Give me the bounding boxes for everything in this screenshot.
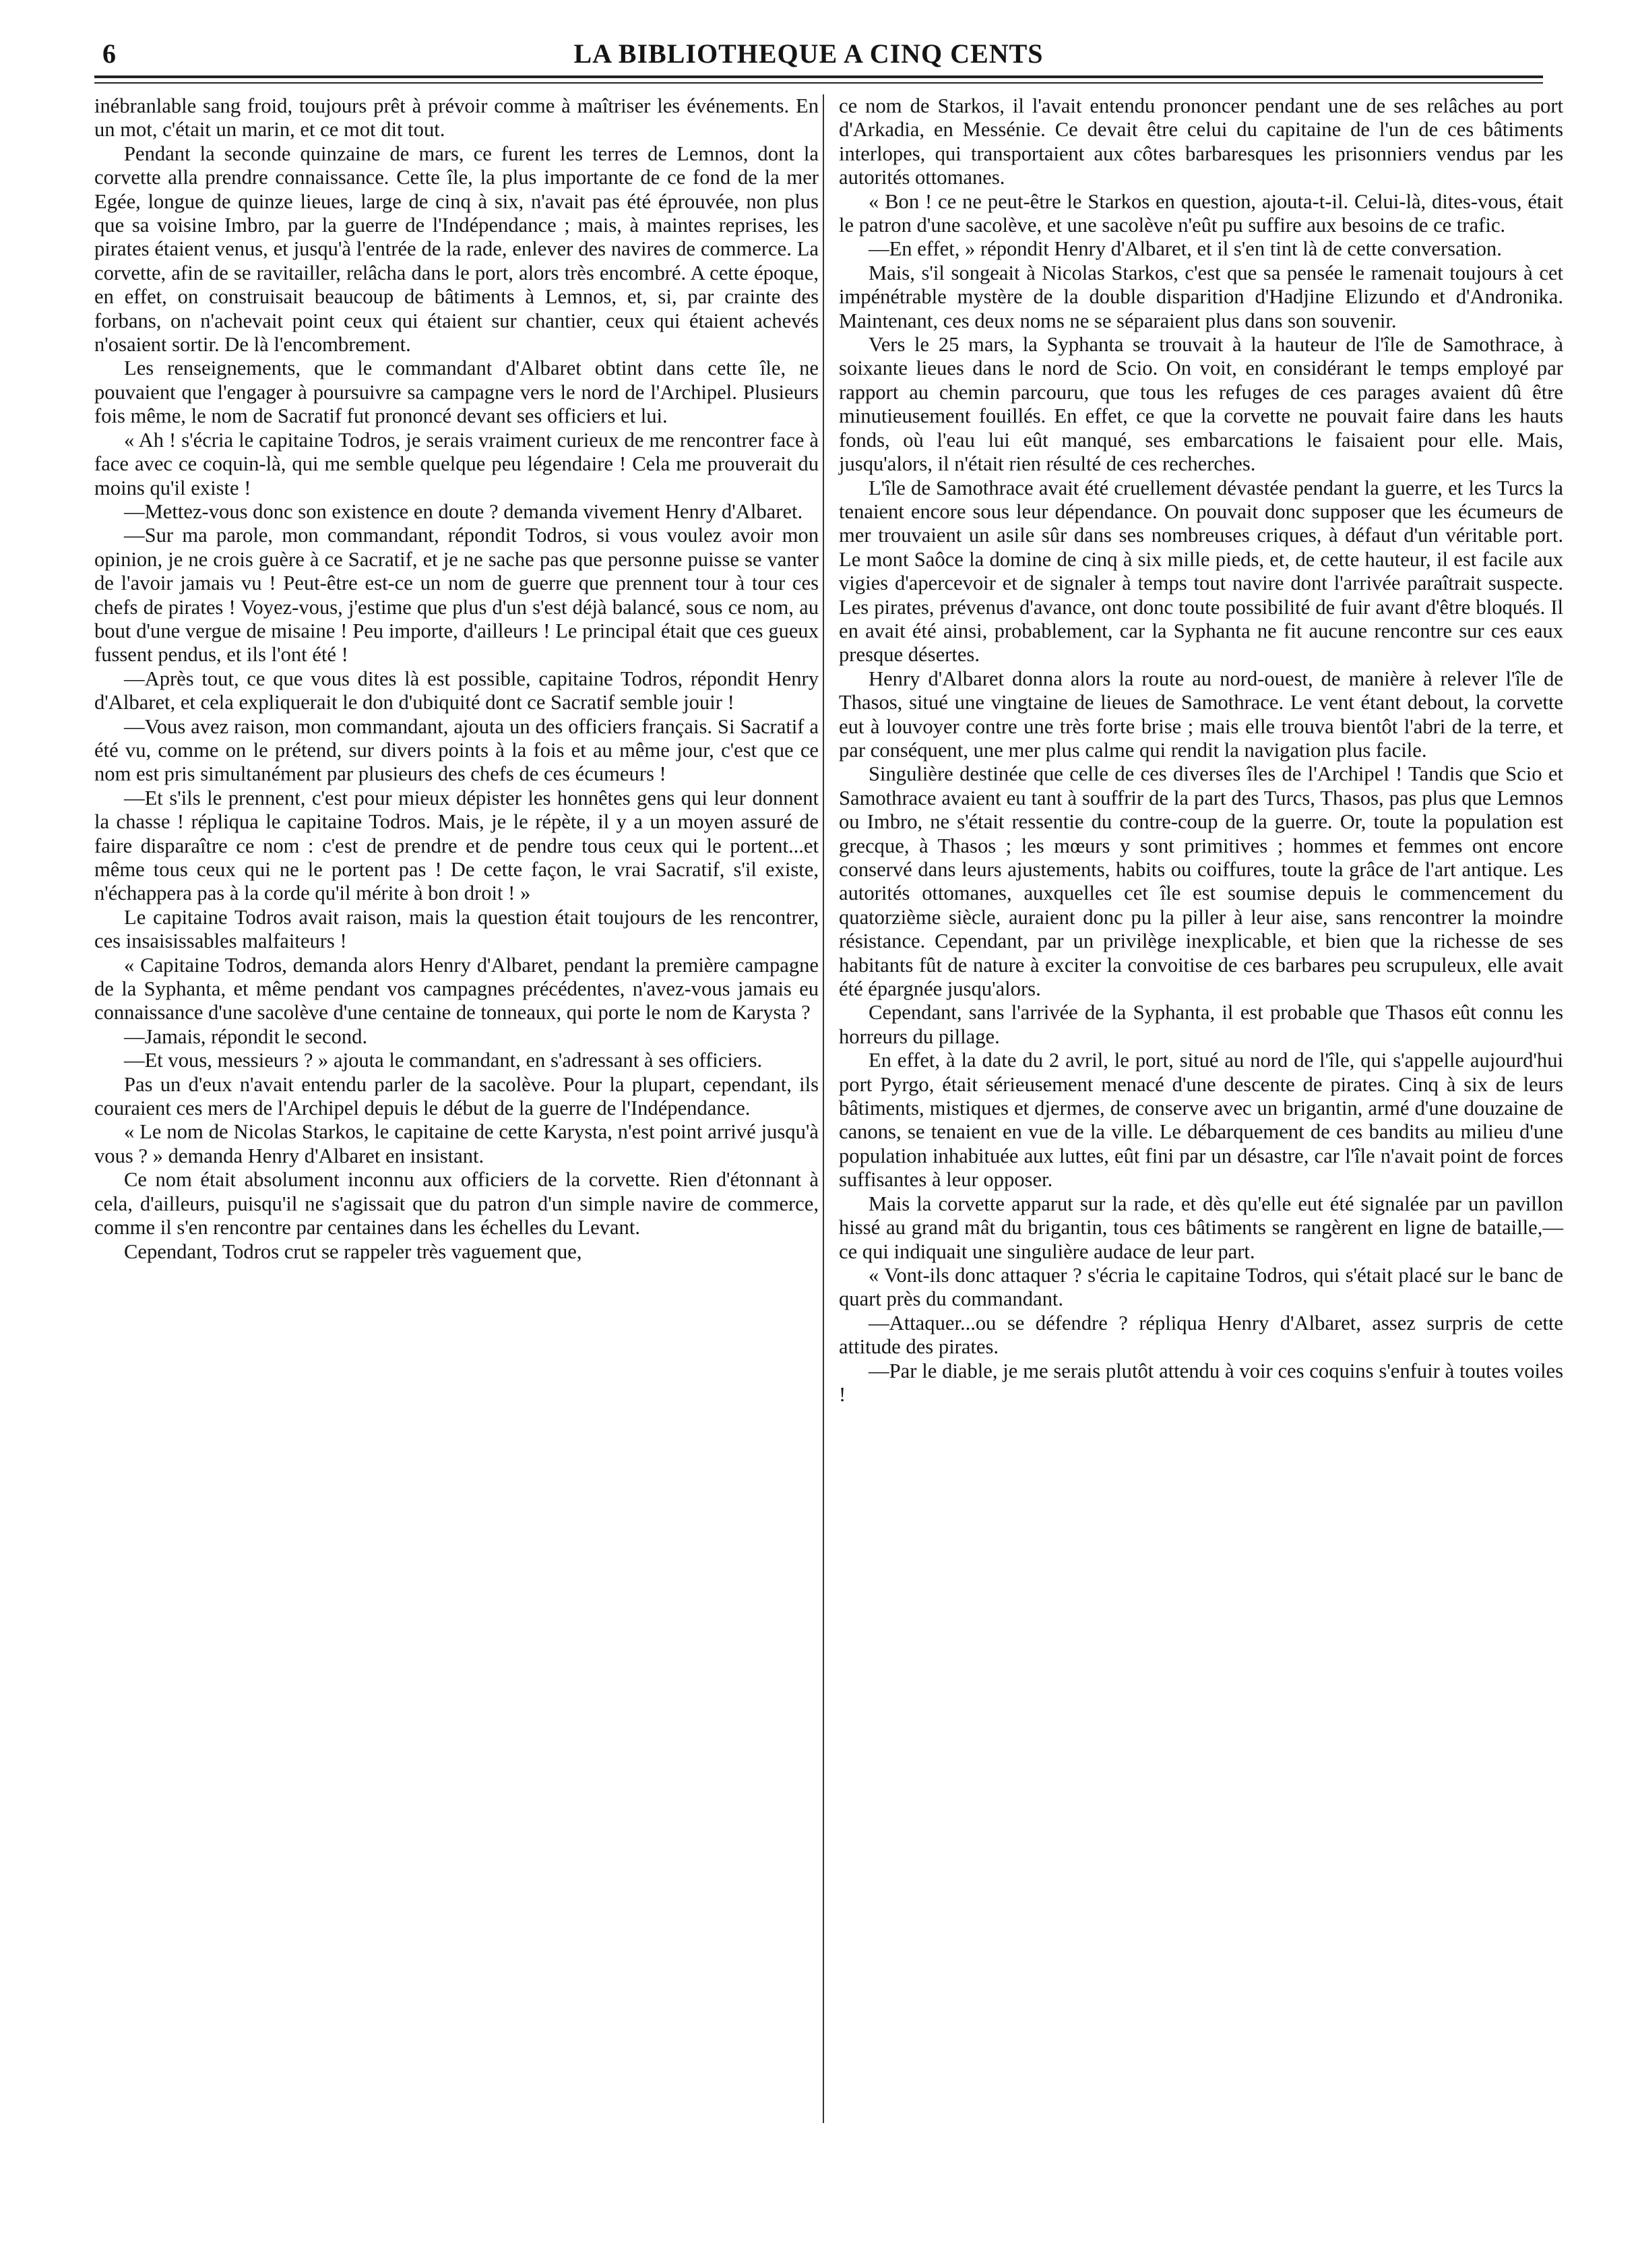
paragraph: « Le nom de Nicolas Starkos, le capitaine de cette Karysta, n'est point arrivé jusqu'à vous ? » demanda Henry d'Albaret en insistant. [94, 1120, 819, 1167]
header-rule-thin [94, 82, 1543, 84]
paragraph: Henry d'Albaret donna alors la route au nord-ouest, de manière à relever l'île de Thasos, situé une vingtaine de lieues de Samothrace. Le vent étant debout, la corvette eut à louvoyer contre une très forte brise ; mais elle trouva bientôt l'abri de la terre, et par conséquent, une mer plus calme qui rendit la navigation plus facile. [839, 667, 1563, 762]
paragraph: —Et s'ils le prennent, c'est pour mieux dépister les honnêtes gens qui leur donnent la chasse ! répliqua le capitaine Todros. Mais, je le répète, il y a un moyen assuré de faire disparaître ce nom : c'est de prendre et de pendre tous ceux qui le portent...et même tous ceux qui ne le portent pas ! De cette façon, le vrai Sacratif, s'il existe, n'échappera pas à la corde qu'il mérite à bon droit ! » [94, 786, 819, 905]
paragraph: —Par le diable, je me serais plutôt attendu à voir ces coquins s'enfuir à toutes voiles ! [839, 1359, 1563, 1406]
paragraph: —Et vous, messieurs ? » ajouta le commandant, en s'adressant à ses officiers. [124, 1049, 763, 1072]
page-number: 6 [102, 38, 116, 69]
paragraph: —Attaquer...ou se défendre ? répliqua Henry d'Albaret, assez surpris de cette attitude des pirates. [839, 1311, 1563, 1359]
paragraph: —Mettez-vous donc son existence en doute ? demanda vivement Henry d'Albaret. [124, 499, 803, 523]
paragraph: —Jamais, répondit le second. [124, 1024, 368, 1048]
paragraph: Singulière destinée que celle de ces diverses îles de l'Archipel ! Tandis que Scio et Samothrace avaient eu tant à souffrir de la part des Turcs, Thasos, pas plus que Lemnos ou Imbro, ne s'était ressentie du contre-coup de la guerre. Or, toute la population est grecque, à Thasos ; les mœurs y sont primitives ; hommes et femmes ont encore conservé dans leurs ajustements, habits ou coiffures, toute la grâce de l'art antique. Les autorités ottomanes, auxquelles cet île est soumise depuis le commencement du quatorzième siècle, auraient donc pu la piller à leur aise, sans rencontrer la moindre résistance. Cependant, par un privilège inexplicable, et bien que la richesse de ses habitants fût de nature à exciter la convoitise de ces barbares peu scrupuleux, elle avait été épargnée jusqu'alors. [839, 762, 1563, 1001]
paragraph: L'île de Samothrace avait été cruellement dévastée pendant la guerre, et les Turcs la tenaient encore sous leur dépendance. On pouvait donc supposer que les écumeurs de mer trouvaient un asile sûr dans ses nombreuses criques, à défaut d'un véritable port. Le mont Saôce la domine de cinq à six mille pieds, et, de cette hauteur, il est facile aux vigies d'apercevoir et de signaler à temps tout navire dont l'arrivée paraîtrait suspecte. Les pirates, prévenus d'avance, ont donc toute possibilité de fuir avant d'être bloqués. Il en avait été ainsi, probablement, car la Syphanta ne fit aucune rencontre sur ces eaux presque désertes. [839, 476, 1563, 667]
paragraph: —En effet, » répondit Henry d'Albaret, et il s'en tint là de cette conversation. [869, 237, 1502, 261]
header-rule [94, 75, 1543, 78]
paragraph: Pendant la seconde quinzaine de mars, ce furent les terres de Lemnos, dont la corvette alla prendre connaissance. Cette île, la plus importante de ce fond de la mer Egée, longue de quinze lieues, large de cinq à six, n'avait pas été éprouvée, non plus que sa voisine Imbro, par la guerre de l'Indépendance ; mais, à maintes reprises, les pirates étaient venus, et jusqu'à l'entrée de la rade, enlever des navires de commerce. La corvette, afin de se ravitailler, relâcha dans le port, alors très encombré. A cette époque, en effet, on construisait beaucoup de bâtiments à Lemnos, et, si, par crainte des forbans, on n'achevait point ceux qui étaient sur chantier, ceux qui étaient achevés n'osaient sortir. De là l'encombrement. [94, 142, 819, 357]
running-head: LA BIBLIOTHEQUE A CINQ CENTS [573, 38, 1044, 69]
paragraph: Cependant, Todros crut se rappeler très vaguement que, [124, 1239, 582, 1263]
right-column [839, 94, 1563, 1407]
paragraph: « Vont-ils donc attaquer ? s'écria le capitaine Todros, qui s'était placé sur le banc de quart près du commandant. [839, 1263, 1563, 1311]
paragraph: Cependant, sans l'arrivée de la Syphanta, il est probable que Thasos eût connu les horreurs du pillage. [839, 1001, 1563, 1048]
column-divider [823, 94, 824, 2123]
paragraph: « Bon ! ce ne peut-être le Starkos en question, ajouta-t-il. Celui-là, dites-vous, était le patron d'une sacolève, et une sacolève n'eût pu suffire aux besoins de ce trafic. [839, 189, 1563, 237]
paragraph: —Vous avez raison, mon commandant, ajouta un des officiers français. Si Sacratif a été vu, comme on le prétend, sur divers points à la fois et au même jour, c'est que ce nom est pris simultanément par plusieurs des chefs de ces écumeurs ! [94, 714, 819, 786]
paragraph: Ce nom était absolument inconnu aux officiers de la corvette. Rien d'étonnant à cela, d'ailleurs, puisqu'il ne s'agissait que du patron d'un simple navire de commerce, comme il s'en rencontre par centaines dans les échelles du Levant. [94, 1168, 819, 1239]
paragraph: Vers le 25 mars, la Syphanta se trouvait à la hauteur de l'île de Samothrace, à soixante lieues dans le nord de Scio. On voit, en considérant le temps employé par rapport au chemin parcouru, que tous les refuges de ces parages avaient dû être minutieusement fouillés. En effet, ce que la corvette ne pouvait faire dans les hauts fonds, où l'eau lui eût manqué, ses embarcations le faisaient pour elle. Mais, jusqu'alors, il n'était rien résulté de ces recherches. [839, 333, 1563, 476]
paragraph: —Après tout, ce que vous dites là est possible, capitaine Todros, répondit Henry d'Albaret, et cela expliquerait le don d'ubiquité dont ce Sacratif semble jouir ! [94, 667, 819, 714]
paragraph: En effet, à la date du 2 avril, le port, situé au nord de l'île, qui s'appelle aujourd'hui port Pyrgo, était sérieusement menacé d'une descente de pirates. Cinq à six de leurs bâtiments, mistiques et djermes, de conserve avec un brigantin, armé d'une douzaine de canons, se tenaient en vue de la ville. Le débarquement de ces bandits au milieu d'une population inhabituée aux luttes, eût fini par un désastre, car l'île n'avait point de forces suffisantes à leur opposer. [839, 1049, 1563, 1192]
paragraph: Le capitaine Todros avait raison, mais la question était toujours de les rencontrer, ces insaisissables malfaiteurs ! [94, 905, 819, 953]
paragraph: Mais, s'il songeait à Nicolas Starkos, c'est que sa pensée le ramenait toujours à cet impénétrable mystère de la double disparition d'Hadjine Elizundo et d'Andronika. Maintenant, ces deux noms ne se séparaient plus dans son souvenir. [839, 261, 1563, 332]
paragraph: inébranlable sang froid, toujours prêt à prévoir comme à maîtriser les événements. En un mot, c'était un marin, et ce mot dit tout. [94, 94, 819, 142]
paragraph: Les renseignements, que le commandant d'Albaret obtint dans cette île, ne pouvaient que l'engager à poursuivre sa campagne vers le nord de l'Archipel. Plusieurs fois même, le nom de Sacratif fut prononcé devant ses officiers et lui. [94, 357, 819, 428]
paragraph: Mais la corvette apparut sur la rade, et dès qu'elle eut été signalée par un pavillon hissé au grand mât du brigantin, tous ces bâtiments se rangèrent en ligne de bataille,—ce qui indiquait une singulière audace de leur part. [839, 1192, 1563, 1263]
paragraph: Pas un d'eux n'avait entendu parler de la sacolève. Pour la plupart, cependant, ils couraient ces mers de l'Archipel depuis le début de la guerre de l'Indépendance. [94, 1072, 819, 1120]
left-column [94, 94, 819, 1264]
paragraph: « Capitaine Todros, demanda alors Henry d'Albaret, pendant la première campagne de la Syphanta, et même pendant vos campagnes précédentes, n'avez-vous jamais eu connaissance d'une sacolève d'une centaine de tonneaux, qui porte le nom de Karysta ? [94, 953, 819, 1024]
paragraph: —Sur ma parole, mon commandant, répondit Todros, si vous voulez avoir mon opinion, je ne crois guère à ce Sacratif, et je ne sache pas que personne puisse se vanter de l'avoir jamais vu ! Peut-être est-ce un nom de guerre que prennent tour à tour ces chefs de pirates ! Voyez-vous, j'estime que plus d'un s'est déjà balancé, sous ce nom, au bout d'une vergue de misaine ! Peu importe, d'ailleurs ! Le principal était que ces gueux fussent pendus, et ils l'ont été ! [94, 524, 819, 667]
paragraph: ce nom de Starkos, il l'avait entendu prononcer pendant une de ses relâches au port d'Arkadia, en Messénie. Ce devait être celui du capitaine de l'un de ces bâtiments interlopes, qui transportaient aux côtes barbaresques les prisonniers vendus par les autorités ottomanes. [839, 94, 1563, 189]
paragraph: « Ah ! s'écria le capitaine Todros, je serais vraiment curieux de me rencontrer face à face avec ce coquin-là, qui me semble quelque peu légendaire ! Cela me prouverait du moins qu'il existe ! [94, 428, 819, 499]
